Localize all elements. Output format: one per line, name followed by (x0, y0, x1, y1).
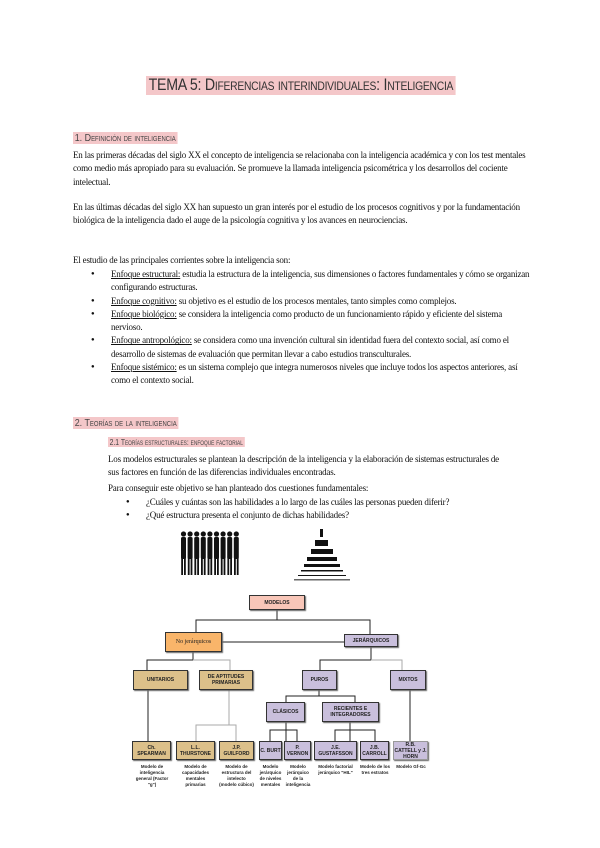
node-modelos: MODELOS (249, 595, 305, 610)
paragraph: Los modelos estructurales se plantean la descripción de la inteligencia y la elaboración de sistemas estructurales de sus factores en función de las diferencias individuales encontradas. (108, 454, 499, 478)
author-node: R.B. CATTELL y J. HORN (394, 741, 427, 760)
author-node: L.L. THURSTONE (176, 741, 215, 760)
author-description: Modelo jerárquico de niveles mentales (259, 764, 282, 787)
author-node: C. BURT (259, 741, 282, 760)
paragraph: En las últimas décadas del siglo XX han supuesto un gran interés por el estudio de los procesos cognitivos y por la fundamentación biológica de la inteligencia dado el auge de la psicología cognitiva y los avances en neurociencias. (73, 202, 520, 226)
author-description: Modelo de estructura del intelecto (modelo cúbico) (219, 764, 254, 787)
author-description: Modelo de capacidades mentales primarias (181, 764, 209, 787)
author-node: J.B. CARROLL (360, 741, 389, 760)
term: Enfoque antropológico: (111, 335, 192, 346)
paragraph: El estudio de las principales corrientes sobre la inteligencia son: (73, 255, 291, 265)
page-title: TEMA 5: Diferencias interindividuales: Inteligencia (146, 76, 456, 95)
section-heading-teorias: 2. Teorías de la inteligencia (74, 417, 177, 429)
term: Enfoque biológico: (111, 308, 177, 319)
term: Enfoque cognitivo: (111, 295, 177, 306)
author-description: Modelo Gf-Gc (396, 764, 426, 769)
section-heading-definicion: 1. Definición de inteligencia (74, 132, 176, 144)
author-description: Modelo de los tres estratos (360, 764, 391, 775)
author-description: Modelo de inteligencia general (Factor "g") (135, 764, 169, 787)
node-jerarquicos: JERÁRQUICOS (344, 634, 398, 647)
node-aptitudes-primarias: DE APTITUDES PRIMARIAS (199, 670, 253, 690)
term: Enfoque estructural: (111, 269, 181, 279)
list-item: ● ¿Cuáles y cuántas son las habilidades a lo largo de las cuáles las personas pueden diferir? (108, 496, 538, 509)
definition: se considera la inteligencia como producto de un funcionamiento rápido y eficiente del sistema nervioso. (111, 308, 503, 333)
definition: se considera como una invención cultural sin identidad fuera del contexto social, así como el desarrollo de sistemas de evaluación que permitan llevar a cabo estudios transculturales. (111, 335, 509, 359)
author-node: P. VERNON (284, 741, 311, 760)
definition: es un sistema complejo que integra numerosos niveles que incluye todos los aspectos anteriores, así como el contexto social. (111, 362, 518, 386)
author-node: Ch. SPEARMAN (132, 741, 171, 760)
node-puros: PUROS (302, 670, 337, 690)
node-recientes-integradores: RECIENTES E INTEGRADORES (322, 702, 379, 722)
definition: su objetivo es el estudio de los procesos mentales, tanto simples como complejos. (176, 295, 457, 306)
author-node: J.E. GUSTAFSSON (314, 741, 357, 760)
node-clasicos: CLÁSICOS (266, 702, 305, 722)
definition: estudia la estructura de la inteligencia, sus dimensiones o factores fundamentales y cómo se organizan configurando estructuras. (111, 269, 530, 293)
node-no-jerarquicos: No jerárquicos (165, 632, 222, 652)
author-description: Modelo jerárquico de la inteligencia (285, 764, 311, 787)
subsection-heading: 2.1 Teorías estructurales: enfoque factorial (109, 437, 243, 447)
node-unitarios: UNITARIOS (133, 670, 188, 690)
paragraph: Para conseguir este objetivo se han planteado dos cuestiones fundamentales: (108, 483, 369, 493)
paragraph: En las primeras décadas del siglo XX el concepto de inteligencia se relacionaba con la inteligencia académica y con los test mentales como medio más apropiado para su evaluación. Se promueve la llamada inteligencia psicométrica y los desarrollos del cociente intelectual. (73, 150, 526, 187)
list-item: ● ¿Qué estructura presenta el conjunto de dichas habilidades? (108, 509, 538, 522)
node-mixtos: MIXTOS (390, 670, 426, 690)
author-description: Modelo factorial jerárquico "HIL" (318, 764, 353, 775)
term: Enfoque sistémico: (111, 362, 177, 373)
author-node: J.P. GUILFORD (219, 741, 254, 760)
